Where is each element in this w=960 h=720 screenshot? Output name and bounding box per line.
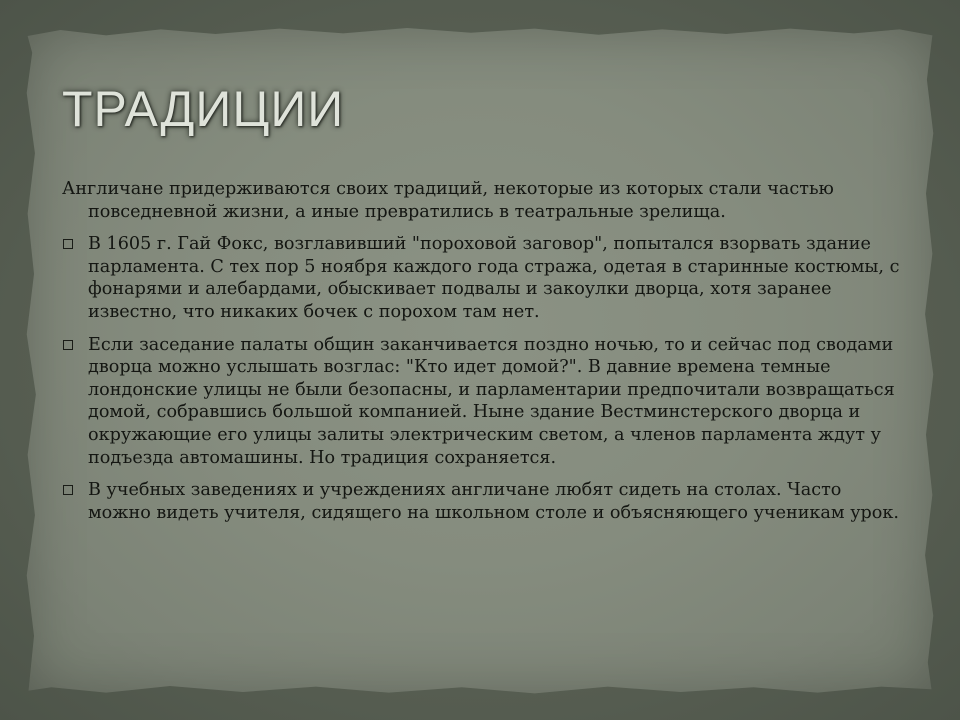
bullet-text: В 1605 г. Гай Фокс, возглавивший "пороховой заговор", попытался взорвать здание парламента. С тех пор 5 ноября каждого года стража, одетая в старинные костюмы, с фонарями и алебардами, обыскивает подвалы и закоулки дворца, хотя заранее известно, что никаких бочек с порохом там нет. [88, 234, 900, 322]
intro-paragraph: Англичане придерживаются своих традиций, некоторые из которых стали частью повседневной жизни, а иные превратились в театральные зрелища. [62, 179, 834, 222]
slide-title: ТРАДИЦИИ [62, 81, 345, 137]
bullet-item [62, 334, 902, 470]
square-bullet-icon [63, 340, 73, 350]
bullet-item [62, 479, 902, 524]
square-bullet-icon [63, 485, 73, 495]
slide-content [62, 178, 902, 534]
bullet-item [62, 233, 902, 323]
bullet-text: В учебных заведениях и учреждениях англичане любят сидеть на столах. Часто можно видеть учителя, сидящего на школьном столе и объясняющего ученикам урок. [88, 480, 899, 523]
bullet-text: Если заседание палаты общин заканчивается поздно ночью, то и сейчас под сводами дворца можно услышать возглас: "Кто идет домой?". В давние времена темные лондонские улицы не были безопасны, и парламентарии предпочитали возвращаться домой, собравшись большой компанией. Ныне здание Вестминстерского дворца и окружающие его улицы залиты электрическим светом, а членов парламента ждут у подъезда автомашины. Но традиция сохраняется. [88, 334, 895, 468]
square-bullet-icon [63, 239, 73, 249]
